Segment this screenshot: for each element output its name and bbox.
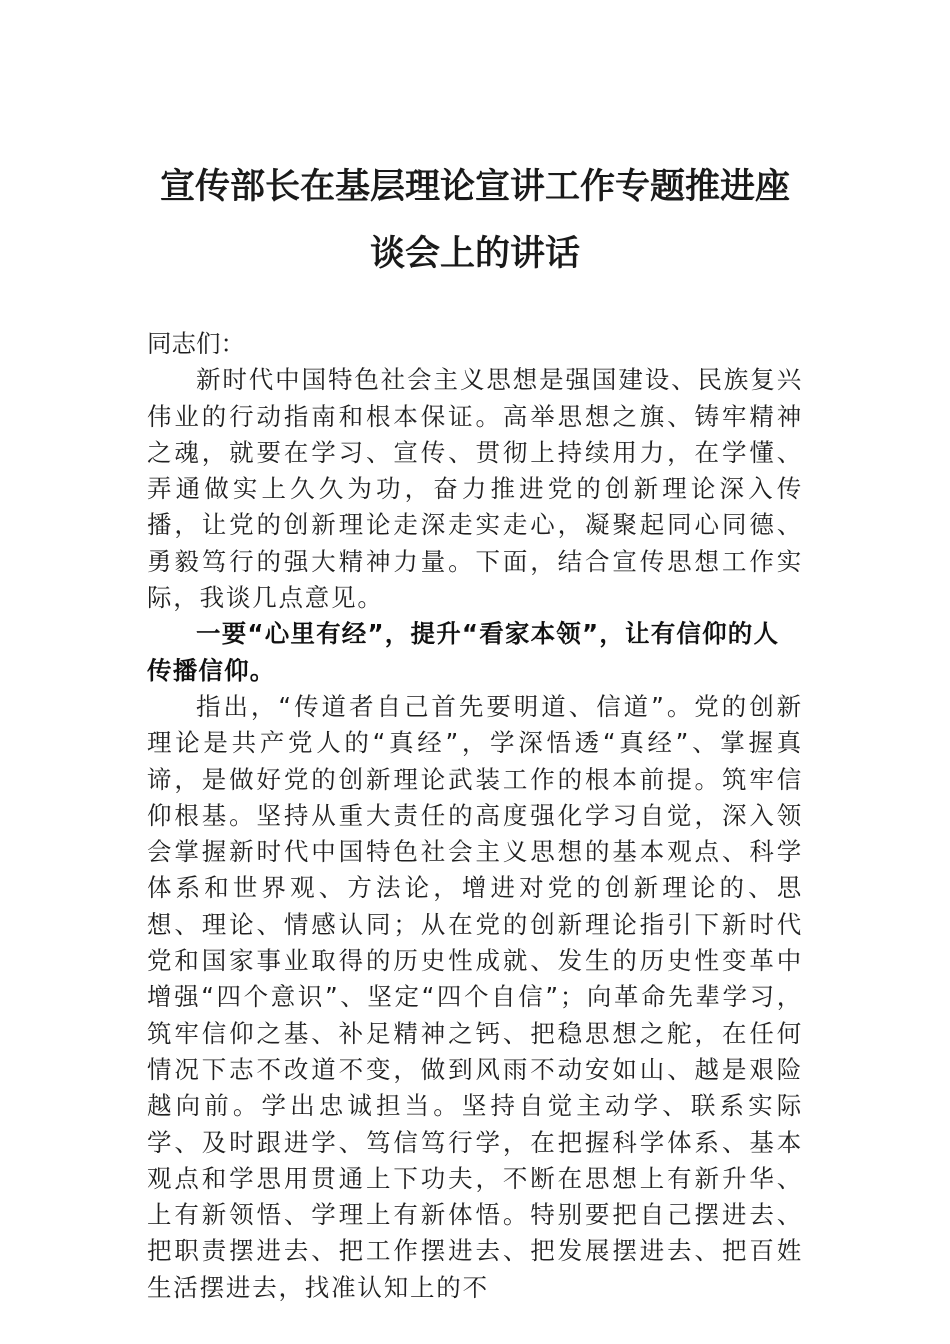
document-body — [147, 326, 803, 1306]
section-1-paragraph: 指出，“传道者自己首先要明道、信道”。党的创新理论是共产党人的“真经”，学深悟透“真经”、掌握真谛，是做好党的创新理论武装工作的根本前提。筑牢信仰根基。坚持从重大责任的高度强化学习自觉，深入领会掌握新时代中国特色社会主义思想的基本观点、科学体系和世界观、方法论，增进对党的创新理论的、思想、理论、情感认同；从在党的创新理论指引下新时代党和国家事业取得的历史性成就、发生的历史性变革中增强“四个意识”、坚定“四个自信”；向革命先辈学习，筑牢信仰之基、补足精神之钙、把稳思想之舵，在任何情况下志不改道不变，做到风雨不动安如山、越是艰险越向前。学出忠诚担当。坚持自觉主动学、联系实际学、及时跟进学、笃信笃行学，在把握科学体系、基本观点和学思用贯通上下功夫，不断在思想上有新升华、上有新领悟、学理上有新体悟。特别要把自己摆进去、把职责摆进去、把工作摆进去、把发展摆进去、把百姓生活摆进去，找准认知上的不 — [147, 691, 803, 1302]
document-title-line-1: 宣传部长在基层理论宣讲工作专题推进座 — [159, 166, 790, 207]
intro-paragraph: 新时代中国特色社会主义思想是强国建设、民族复兴伟业的行动指南和根本保证。高举思想之旗、铸牢精神之魂，就要在学习、宣传、贯彻上持续用力，在学懂、弄通做实上久久为功，奋力推进党的创新理论深入传播，让党的创新理论走深走实走心，凝聚起同心同德、勇毅笃行的强大精神力量。下面，结合宣传思想工作实际，我谈几点意见。 — [147, 365, 803, 613]
section-1-heading: 一要“心里有经”，提升“看家本领”，让有信仰的人传播信仰。 — [147, 619, 780, 685]
salutation: 同志们： — [147, 329, 245, 358]
document-title-line-2: 谈会上的讲话 — [369, 233, 580, 274]
